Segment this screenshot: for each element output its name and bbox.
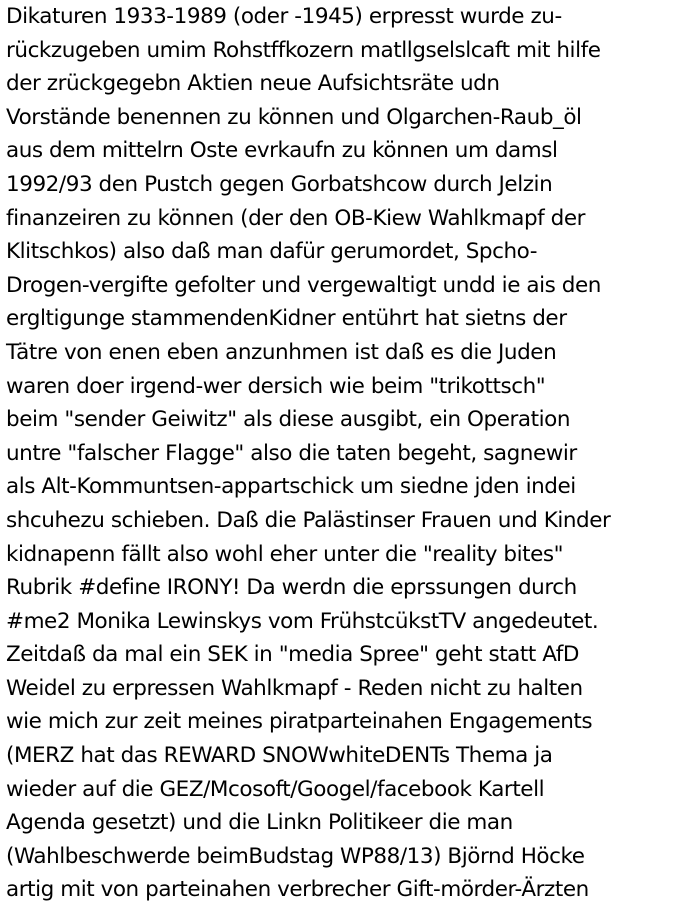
text-line: der zrückgegebn Aktien neue Aufsichtsräte udn [6,71,500,97]
text-line: Rubrik #define IRONY! Da werdn die eprssungen durch [6,575,577,601]
text-line: beim "sender Geiwitz" als diese ausgibt, ein Operation [6,407,571,433]
text-line: (MERZ hat das REWARD SNOWwhiteDENTs Thema ja [6,743,553,769]
text-line: Weidel zu erpressen Wahlkmapf - Reden nicht zu halten [6,675,583,701]
text-line: Vorstände benennen zu können und Olgarchen-Raub_öl [6,104,582,130]
text-line: finanzeiren zu können (der den OB-Kiew Wahlkmapf der [6,205,586,231]
text-line: Agenda gesetzt) und die Linkn Politikeer die man [6,810,513,836]
text-line: kidnapenn fällt also wohl eher unter die "reality bites" [6,541,564,567]
text-line: als Alt-Kommuntsen-appartschick um siedne jden indei [6,474,576,500]
text-line: Tätre von enen eben anzunhmen ist daß es die Juden [6,339,557,365]
text-line: wieder auf die GEZ/Mcosoft/Googel/facebook Kartell [6,776,545,802]
text-line: Drogen-vergifte gefolter und vergewaltigt undd ie ais den [6,272,601,298]
text-line: wie mich zur zeit meines piratparteinahen Engagements [6,709,593,735]
text-line: ergltigunge stammendenKidner entührt hat sietns der [6,306,567,332]
text-line: (Wahlbeschwerde beimBudstag WP88/13) Björnd Höcke [6,843,585,869]
text-line: #me2 Monika Lewinskys vom FrühstcükstTV angedeutet. [6,608,599,634]
text-line: 1992/93 den Pustch gegen Gorbatshcow durch Jelzin [6,171,553,197]
text-line: aus dem mittelrn Oste evrkaufn zu können um damsl [6,138,558,164]
text-line: rückzugeben umim Rohstffkozern matllgselslcaft mit hilfe [6,37,601,63]
text-line: untre "falscher Flagge" also die taten begeht, sagnewir [6,440,577,466]
text-line: waren doer irgend-wer dersich wie beim "trikottsch" [6,373,546,399]
text-line: artig mit von parteinahen verbrecher Gift-mörder-Ärzten [6,877,589,903]
text-line: shcuhezu schieben. Daß die Palästinser Frauen und Kinder [6,507,611,533]
text-line: Klitschkos) also daß man dafür gerumordet, Spcho- [6,239,538,265]
text-line: Dikaturen 1933-1989 (oder -1945) erpresst wurde zu- [6,4,562,29]
document-text [6,0,682,907]
text-line: Zeitdaß da mal ein SEK in "media Spree" geht statt AfD [6,642,579,668]
